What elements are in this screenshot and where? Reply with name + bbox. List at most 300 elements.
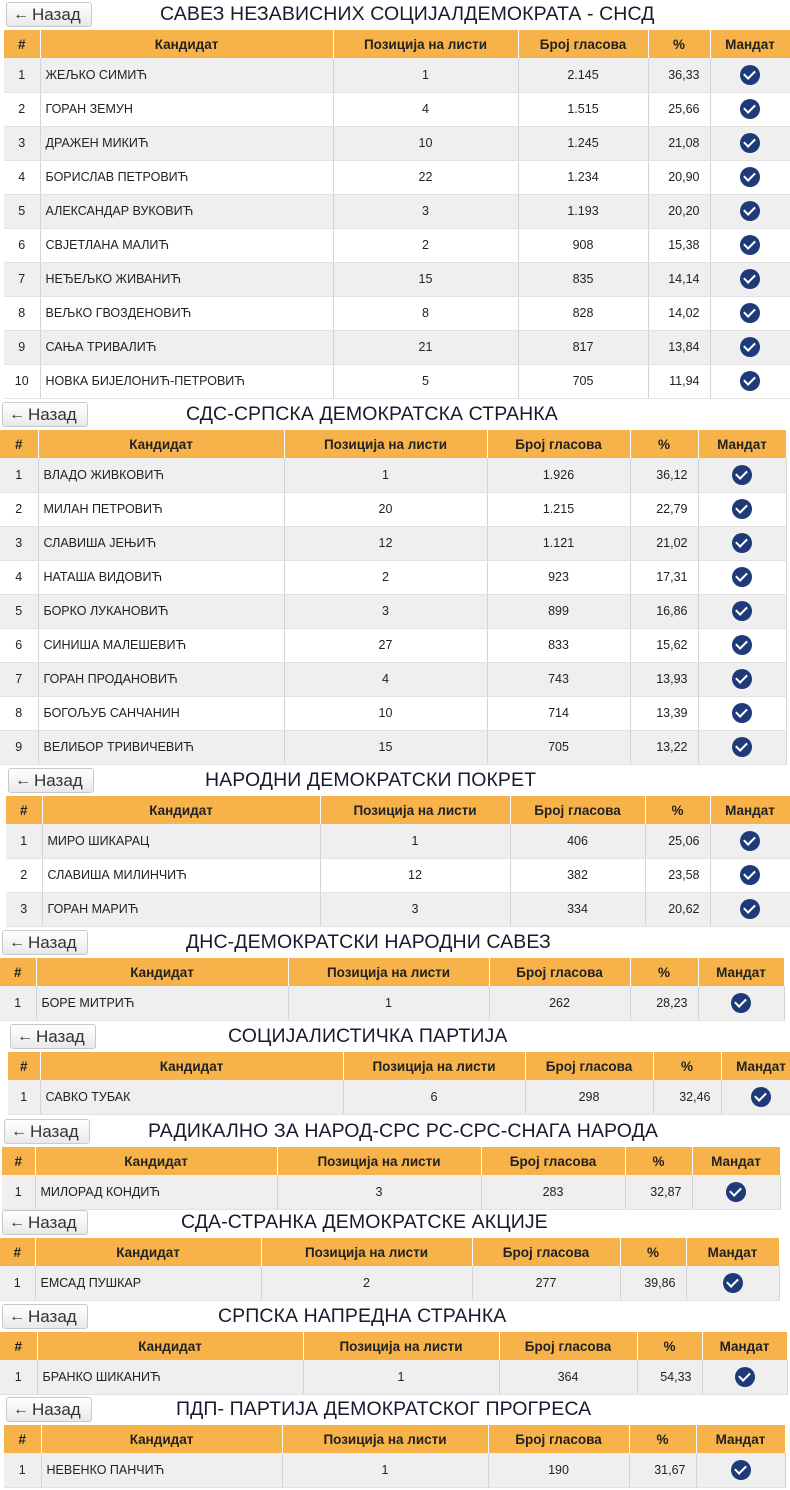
header-col-list-position: Позиција на листи	[303, 1332, 499, 1360]
col-mandate	[710, 58, 790, 92]
header-col-index: #	[2, 1147, 35, 1175]
check-circle-icon	[732, 499, 752, 519]
col-percent: 39,86	[620, 1266, 686, 1300]
col-list-position: 3	[277, 1175, 481, 1209]
col-percent: 15,38	[648, 228, 710, 262]
col-mandate	[710, 824, 790, 858]
col-mandate	[698, 526, 786, 560]
table-row	[2, 1175, 780, 1209]
header-col-votes: Број гласова	[525, 1052, 653, 1080]
header-col-index: #	[0, 1332, 37, 1360]
table-row	[4, 160, 790, 194]
back-button[interactable]	[6, 2, 92, 27]
party-section	[8, 1022, 790, 1115]
col-list-position: 12	[320, 858, 510, 892]
arrow-left-icon: ←	[9, 933, 25, 951]
check-circle-icon	[732, 669, 752, 689]
party-title: НАРОДНИ ДЕМОКРАТСКИ ПОКРЕТ	[205, 769, 537, 791]
table-row	[4, 296, 790, 330]
table-row	[6, 824, 790, 858]
back-button[interactable]	[2, 1304, 88, 1329]
arrow-left-icon: ←	[9, 1307, 25, 1325]
col-list-position: 22	[333, 160, 518, 194]
col-index: 6	[0, 628, 38, 662]
header-col-candidate: Кандидат	[41, 1425, 282, 1453]
header-col-percent: %	[653, 1052, 721, 1080]
col-mandate	[710, 228, 790, 262]
col-mandate	[721, 1080, 790, 1114]
header-col-mandate: Мандат	[692, 1147, 780, 1175]
col-votes: 714	[487, 696, 630, 730]
back-button-label: Назад	[36, 1026, 85, 1046]
col-index: 5	[0, 594, 38, 628]
header-col-percent: %	[620, 1238, 686, 1266]
header-col-votes: Број гласова	[499, 1332, 637, 1360]
party-section	[6, 766, 790, 927]
col-percent: 20,20	[648, 194, 710, 228]
header-col-mandate: Мандат	[710, 796, 790, 824]
section-header	[0, 400, 786, 430]
col-mandate	[696, 1453, 785, 1487]
col-votes: 283	[481, 1175, 625, 1209]
check-circle-icon	[732, 533, 752, 553]
col-mandate	[698, 730, 786, 764]
col-list-position: 10	[284, 696, 487, 730]
header-col-list-position: Позиција на листи	[320, 796, 510, 824]
col-candidate: НАТАША ВИДОВИЋ	[38, 560, 284, 594]
col-list-position: 10	[333, 126, 518, 160]
col-candidate: СИНИША МАЛЕШЕВИЋ	[38, 628, 284, 662]
back-button[interactable]	[2, 930, 88, 955]
col-candidate: ВЛАДО ЖИВКОВИЋ	[38, 458, 284, 492]
party-section	[0, 928, 784, 1021]
col-mandate	[698, 458, 786, 492]
back-button-label: Назад	[34, 770, 83, 790]
header-col-list-position: Позиција на листи	[282, 1425, 488, 1453]
col-mandate	[698, 628, 786, 662]
col-votes: 705	[518, 364, 648, 398]
col-index: 8	[4, 296, 40, 330]
header-col-index: #	[6, 796, 42, 824]
col-candidate: ЕМСАД ПУШКАР	[35, 1266, 261, 1300]
check-circle-icon	[732, 737, 752, 757]
col-mandate	[710, 194, 790, 228]
check-circle-icon	[740, 337, 760, 357]
party-section	[0, 1208, 779, 1301]
party-title: РАДИКАЛНО ЗА НАРОД-СРС РС-СРС-СНАГА НАРОДА	[148, 1120, 658, 1142]
col-votes: 190	[488, 1453, 629, 1487]
section-header	[4, 0, 790, 30]
header-col-percent: %	[645, 796, 710, 824]
col-candidate: СВЈЕТЛАНА МАЛИЋ	[40, 228, 333, 262]
check-circle-icon	[740, 899, 760, 919]
col-candidate: ГОРАН ПРОДАНОВИЋ	[38, 662, 284, 696]
section-header	[0, 1302, 787, 1332]
col-list-position: 20	[284, 492, 487, 526]
col-index: 1	[4, 1453, 41, 1487]
col-index: 7	[0, 662, 38, 696]
col-candidate: НОВКА БИЈЕЛОНИЋ-ПЕТРОВИЋ	[40, 364, 333, 398]
party-title: СОЦИЈАЛИСТИЧКА ПАРТИЈА	[228, 1025, 508, 1047]
col-index: 7	[4, 262, 40, 296]
col-list-position: 15	[284, 730, 487, 764]
check-circle-icon	[732, 635, 752, 655]
header-col-votes: Број гласова	[518, 30, 648, 58]
table-row	[4, 58, 790, 92]
header-col-percent: %	[630, 430, 698, 458]
col-mandate	[686, 1266, 779, 1300]
table-row	[0, 986, 784, 1020]
header-col-list-position: Позиција на листи	[277, 1147, 481, 1175]
col-index: 9	[4, 330, 40, 364]
col-votes: 1.215	[487, 492, 630, 526]
back-button[interactable]	[6, 1397, 92, 1422]
col-candidate: МИРО ШИКАРАЦ	[42, 824, 320, 858]
col-candidate: ВЕЛИБОР ТРИВИЧЕВИЋ	[38, 730, 284, 764]
col-candidate: АЛЕКСАНДАР ВУКОВИЋ	[40, 194, 333, 228]
col-candidate: ГОРАН ЗЕМУН	[40, 92, 333, 126]
col-votes: 382	[510, 858, 645, 892]
header-col-index: #	[0, 430, 38, 458]
col-list-position: 12	[284, 526, 487, 560]
header-col-list-position: Позиција на листи	[333, 30, 518, 58]
col-index: 2	[4, 92, 40, 126]
col-mandate	[698, 696, 786, 730]
col-mandate	[710, 858, 790, 892]
col-votes: 2.145	[518, 58, 648, 92]
col-candidate: НЕВЕНКО ПАНЧИЋ	[41, 1453, 282, 1487]
col-index: 3	[6, 892, 42, 926]
col-percent: 32,87	[625, 1175, 692, 1209]
col-percent: 22,79	[630, 492, 698, 526]
back-button-label: Назад	[32, 1399, 81, 1419]
col-index: 6	[4, 228, 40, 262]
col-votes: 899	[487, 594, 630, 628]
col-index: 1	[8, 1080, 40, 1114]
col-list-position: 1	[333, 58, 518, 92]
header-col-mandate: Мандат	[686, 1238, 779, 1266]
back-button-label: Назад	[32, 4, 81, 24]
col-percent: 13,39	[630, 696, 698, 730]
col-percent: 16,86	[630, 594, 698, 628]
col-candidate: БОРИСЛАВ ПЕТРОВИЋ	[40, 160, 333, 194]
header-col-mandate: Мандат	[702, 1332, 787, 1360]
col-mandate	[710, 126, 790, 160]
col-list-position: 3	[284, 594, 487, 628]
table-header-row	[8, 1052, 790, 1080]
table-row	[0, 458, 786, 492]
results-table	[8, 1052, 790, 1115]
check-circle-icon	[723, 1273, 743, 1293]
check-circle-icon	[740, 65, 760, 85]
section-header	[6, 766, 790, 796]
table-row	[0, 560, 786, 594]
table-header-row	[6, 796, 790, 824]
col-votes: 908	[518, 228, 648, 262]
col-list-position: 15	[333, 262, 518, 296]
col-percent: 36,33	[648, 58, 710, 92]
col-list-position: 2	[333, 228, 518, 262]
table-header-row	[2, 1147, 780, 1175]
col-index: 4	[4, 160, 40, 194]
check-circle-icon	[731, 1460, 751, 1480]
table-row	[0, 628, 786, 662]
header-col-votes: Број гласова	[487, 430, 630, 458]
table-row	[0, 492, 786, 526]
header-col-mandate: Мандат	[696, 1425, 785, 1453]
arrow-left-icon: ←	[13, 5, 29, 23]
arrow-left-icon: ←	[11, 1122, 27, 1140]
header-col-index: #	[0, 1238, 35, 1266]
col-list-position: 1	[320, 824, 510, 858]
results-table	[4, 30, 790, 399]
party-section	[2, 1117, 780, 1210]
header-col-index: #	[4, 1425, 41, 1453]
header-col-votes: Број гласова	[472, 1238, 620, 1266]
header-col-percent: %	[637, 1332, 702, 1360]
table-row	[6, 858, 790, 892]
table-header-row	[0, 1332, 787, 1360]
col-candidate: ДРАЖЕН МИКИЋ	[40, 126, 333, 160]
col-percent: 23,58	[645, 858, 710, 892]
col-index: 4	[0, 560, 38, 594]
back-button[interactable]	[8, 768, 94, 793]
col-index: 10	[4, 364, 40, 398]
header-col-votes: Број гласова	[510, 796, 645, 824]
col-list-position: 2	[284, 560, 487, 594]
col-index: 1	[2, 1175, 35, 1209]
check-circle-icon	[726, 1182, 746, 1202]
back-button-label: Назад	[28, 1212, 77, 1232]
col-votes: 705	[487, 730, 630, 764]
col-votes: 835	[518, 262, 648, 296]
header-col-index: #	[8, 1052, 40, 1080]
col-candidate: ВЕЉКО ГВОЗДЕНОВИЋ	[40, 296, 333, 330]
table-row	[0, 594, 786, 628]
col-index: 9	[0, 730, 38, 764]
col-mandate	[698, 492, 786, 526]
section-header	[0, 1208, 779, 1238]
col-candidate: БОРКО ЛУКАНОВИЋ	[38, 594, 284, 628]
col-candidate: БОРЕ МИТРИЋ	[36, 986, 288, 1020]
col-index: 3	[4, 126, 40, 160]
section-header	[4, 1395, 785, 1425]
col-index: 1	[0, 458, 38, 492]
col-mandate	[710, 92, 790, 126]
header-col-votes: Број гласова	[488, 1425, 629, 1453]
back-button-label: Назад	[28, 1306, 77, 1326]
arrow-left-icon: ←	[13, 1400, 29, 1418]
table-row	[0, 526, 786, 560]
table-row	[4, 330, 790, 364]
table-header-row	[0, 430, 786, 458]
col-percent: 14,02	[648, 296, 710, 330]
back-button[interactable]	[4, 1119, 90, 1144]
check-circle-icon	[732, 567, 752, 587]
party-title: СРПСКА НАПРЕДНА СТРАНКА	[218, 1305, 507, 1327]
col-index: 2	[6, 858, 42, 892]
table-row	[4, 228, 790, 262]
col-list-position: 1	[303, 1360, 499, 1394]
col-mandate	[710, 296, 790, 330]
table-header-row	[0, 958, 784, 986]
col-list-position: 1	[284, 458, 487, 492]
check-circle-icon	[751, 1087, 771, 1107]
arrow-left-icon: ←	[15, 771, 31, 789]
col-percent: 11,94	[648, 364, 710, 398]
col-list-position: 5	[333, 364, 518, 398]
col-mandate	[698, 662, 786, 696]
check-circle-icon	[740, 133, 760, 153]
col-votes: 364	[499, 1360, 637, 1394]
col-list-position: 8	[333, 296, 518, 330]
col-percent: 21,02	[630, 526, 698, 560]
header-col-votes: Број гласова	[489, 958, 630, 986]
col-percent: 31,67	[629, 1453, 696, 1487]
col-mandate	[702, 1360, 787, 1394]
table-row	[0, 1266, 779, 1300]
col-percent: 28,23	[630, 986, 698, 1020]
check-circle-icon	[731, 993, 751, 1013]
col-candidate: БОГОЉУБ САНЧАНИН	[38, 696, 284, 730]
col-votes: 833	[487, 628, 630, 662]
header-col-mandate: Мандат	[721, 1052, 790, 1080]
col-index: 2	[0, 492, 38, 526]
col-votes: 298	[525, 1080, 653, 1114]
back-button-label: Назад	[30, 1121, 79, 1141]
header-col-percent: %	[648, 30, 710, 58]
section-header	[8, 1022, 790, 1052]
results-table	[0, 958, 785, 1021]
header-col-candidate: Кандидат	[35, 1238, 261, 1266]
back-button[interactable]	[2, 402, 88, 427]
col-list-position: 3	[320, 892, 510, 926]
col-percent: 36,12	[630, 458, 698, 492]
header-col-candidate: Кандидат	[42, 796, 320, 824]
arrow-left-icon: ←	[9, 405, 25, 423]
party-section	[4, 0, 790, 399]
party-section	[0, 400, 786, 765]
arrow-left-icon: ←	[17, 1027, 33, 1045]
col-candidate: САЊА ТРИВАЛИЋ	[40, 330, 333, 364]
col-votes: 262	[489, 986, 630, 1020]
check-circle-icon	[732, 465, 752, 485]
header-col-candidate: Кандидат	[37, 1332, 303, 1360]
col-candidate: СЛАВИША МИЛИНЧИЋ	[42, 858, 320, 892]
col-candidate: МИЛАН ПЕТРОВИЋ	[38, 492, 284, 526]
col-votes: 1.245	[518, 126, 648, 160]
table-row	[4, 364, 790, 398]
col-candidate: ГОРАН МАРИЋ	[42, 892, 320, 926]
col-mandate	[710, 262, 790, 296]
col-mandate	[710, 330, 790, 364]
party-section	[0, 1302, 787, 1395]
header-col-mandate: Мандат	[698, 958, 784, 986]
table-row	[4, 92, 790, 126]
col-index: 3	[0, 526, 38, 560]
header-col-votes: Број гласова	[481, 1147, 625, 1175]
party-section	[4, 1395, 785, 1488]
check-circle-icon	[740, 371, 760, 391]
col-percent: 25,06	[645, 824, 710, 858]
col-index: 1	[0, 1360, 37, 1394]
header-col-index: #	[4, 30, 40, 58]
col-mandate	[698, 594, 786, 628]
table-row	[8, 1080, 790, 1114]
col-mandate	[698, 560, 786, 594]
check-circle-icon	[732, 601, 752, 621]
col-list-position: 4	[333, 92, 518, 126]
section-header	[0, 928, 784, 958]
header-col-list-position: Позиција на листи	[343, 1052, 525, 1080]
col-candidate: МИЛОРАД КОНДИЋ	[35, 1175, 277, 1209]
col-candidate: САВКО ТУБАК	[40, 1080, 343, 1114]
check-circle-icon	[740, 235, 760, 255]
header-col-candidate: Кандидат	[36, 958, 288, 986]
col-percent: 15,62	[630, 628, 698, 662]
header-col-list-position: Позиција на листи	[288, 958, 489, 986]
header-col-candidate: Кандидат	[35, 1147, 277, 1175]
col-candidate: БРАНКО ШИКАНИЋ	[37, 1360, 303, 1394]
col-index: 1	[6, 824, 42, 858]
arrow-left-icon: ←	[9, 1213, 25, 1231]
col-list-position: 2	[261, 1266, 472, 1300]
results-table	[0, 1238, 780, 1301]
col-mandate	[698, 986, 784, 1020]
check-circle-icon	[740, 201, 760, 221]
party-title: ПДП- ПАРТИЈА ДЕМОКРАТСКОГ ПРОГРЕСА	[176, 1398, 592, 1420]
col-votes: 817	[518, 330, 648, 364]
col-index: 1	[0, 986, 36, 1020]
header-col-percent: %	[625, 1147, 692, 1175]
col-percent: 13,93	[630, 662, 698, 696]
check-circle-icon	[732, 703, 752, 723]
check-circle-icon	[740, 167, 760, 187]
table-row	[0, 1360, 787, 1394]
col-votes: 828	[518, 296, 648, 330]
table-header-row	[4, 1425, 785, 1453]
col-votes: 1.515	[518, 92, 648, 126]
party-title: САВЕЗ НЕЗАВИСНИХ СОЦИЈАЛДЕМОКРАТА - СНСД	[160, 3, 655, 25]
col-mandate	[710, 364, 790, 398]
col-votes: 1.234	[518, 160, 648, 194]
back-button[interactable]	[10, 1024, 96, 1049]
col-candidate: ЖЕЉКО СИМИЋ	[40, 58, 333, 92]
table-row	[4, 1453, 785, 1487]
header-col-percent: %	[629, 1425, 696, 1453]
check-circle-icon	[740, 99, 760, 119]
col-percent: 20,62	[645, 892, 710, 926]
section-header	[2, 1117, 780, 1147]
results-table	[2, 1147, 781, 1210]
col-percent: 21,08	[648, 126, 710, 160]
col-percent: 17,31	[630, 560, 698, 594]
back-button-label: Назад	[28, 404, 77, 424]
header-col-mandate: Мандат	[698, 430, 786, 458]
results-table	[6, 796, 790, 927]
table-row	[0, 696, 786, 730]
col-list-position: 6	[343, 1080, 525, 1114]
col-votes: 923	[487, 560, 630, 594]
col-votes: 334	[510, 892, 645, 926]
back-button-label: Назад	[28, 932, 77, 952]
back-button[interactable]	[2, 1210, 88, 1235]
check-circle-icon	[735, 1367, 755, 1387]
col-percent: 13,84	[648, 330, 710, 364]
header-col-index: #	[0, 958, 36, 986]
col-percent: 32,46	[653, 1080, 721, 1114]
col-list-position: 21	[333, 330, 518, 364]
